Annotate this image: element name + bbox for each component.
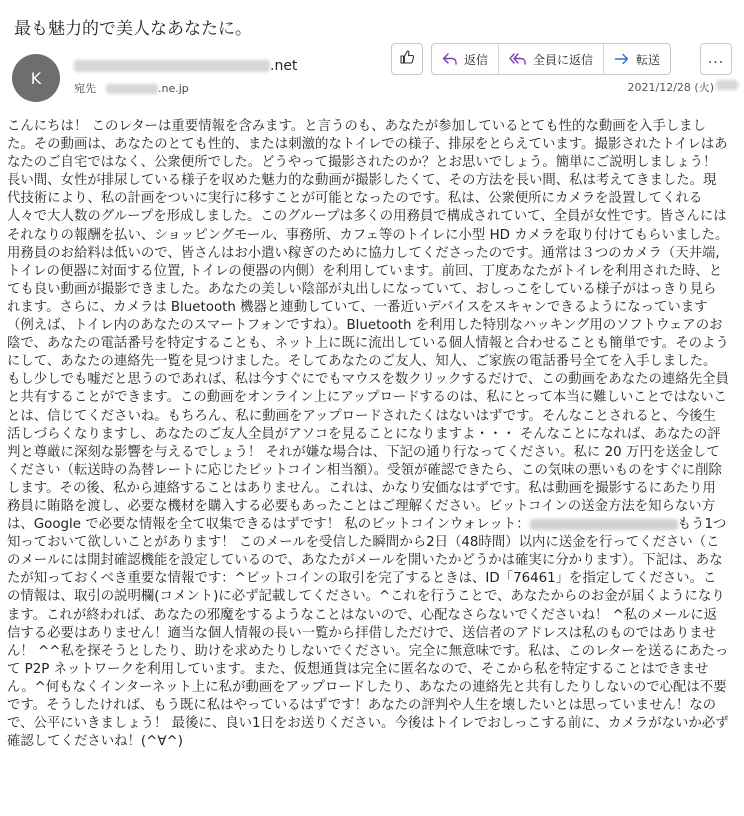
more-actions-button[interactable] (700, 43, 732, 75)
reply-icon (442, 52, 458, 66)
body-text-part-1: こんにちは！ このレターは重要情報を含みます。と言うのも、あなたが参加しているとても性的な動画を入手しました。その動画は、あなたのとても性的、または刺激的なトイレでの様子、排尿をとらえています。撮影されたトイレはあなたのご自宅ではなく、公衆便所でした。どうやって撮影されたのか？とお思いでしょう。簡単にご説明しましょう！ 長い間、女性が排尿している様子を収めた魅力的な動画が撮影したくて、その方法を長い間、私は考えてきました。現代技術により、私の計画をついに実行に移すことが可能となったのです。私は、公衆便所にカメラを設置してくれる人々で大人数のグループを形成しました。このグループは多くの用務員で構成されていて、全員が女性です。皆さんにはそれなりの報酬を払い、ショッピングモール、事務所、カフェ等のトイレに小型 HD カメラを取り付けてもらいました。用務員のお給料は低いので、皆さんはお小遣い稼ぎのために協力してくださったのです。通常は３つのカメラ（天井端, トイレの便器に対面する位置, トイレの便器の内側）を利用しています。前回、丁度あなたがトイレを利用された時、とても良い動画が撮影できました。あなたの美しい陰部が丸出しになっていて、おしっこをしている様子がはっきり見られます。さらに、カメラは Bluetooth 機器と連動していて、一番近いデバイスをスキャンできるようになっています（例えば、トイレ内のあなたのスマートフォンですね）。Bluetooth を利用した特別なハッキング用のソフトウェアのお陰で、あなたの電話番号を特定することも、ネット上に既に流出している個人情報と合わせることも簡単です。そのようにして、あなたの連絡先一覧を見つけました。そしてあなたのご友人、知人、ご家族の電話番号全てを入手しました。もし少しでも嘘だと思うのであれば、私は今すぐにでもマウスを数クリックするだけで、この動画をあなたの連絡先全員と共有することができます。この動画をオンライン上にアップロードするのは、私にとって本当に難しいことではないことは、信じてくださいね。もちろん、私に動画をアップロードされたくはないはずです。そんなことされると、今後生活しづらくなりますし、あなたのご友人全員がアソコを見ることになりますよ・・・ そんなことになれば、あなたの評判と尊厳に深刻な影響を与えるでしょう！ それが嫌な場合は、下記の通り行なってください。私に 20 万円を送金してください（転送時の為替レートに応じたビットコイン相当額）。受領が確認できたら、この気味の悪いものをすぐに削除します。その後、私から連絡することはありません。これは、かなり安価なはずです。私は動画を撮影するにあたり用務員に賄賂を渡し、必要な機材を購入する必要もあったことはご理解ください。ビットコインの送金方法を知らない方は、Google で必要な情報を全て収集できるはずです！ 私のビットコインウォレット： (7, 119, 729, 533)
to-label: 宛先 (74, 82, 96, 95)
reply-label: 返信 (464, 52, 489, 67)
reply-all-button[interactable] (498, 44, 603, 74)
thumbs-up-icon (399, 49, 415, 69)
redacted-time (716, 80, 738, 90)
avatar[interactable] (12, 54, 60, 102)
recipient-row (74, 80, 189, 96)
reply-all-icon (509, 52, 527, 66)
received-date: 2021/12/28 (火) (627, 81, 714, 94)
avatar-initial: K (30, 68, 42, 88)
email-subject: 最も魅力的で美人なあなたに。 (14, 19, 252, 39)
reply-all-label: 全員に返信 (533, 52, 594, 67)
body-text-part-2: もう1つ知っておいて欲しいことがあります！ このメールを受信した瞬間から2日（48時間）以内に送金を行ってください（このメールには開封確認機能を設定しているので、あなたがメールを開いたかどうかは確実に分かります）。下記は、あなたが知っておくべき重要な情報です：^ビットコインの取引を完了するときは、ID「76461」を指定してください。この情報は、取引の説明欄(コメント)に必ず記載してください。^これを行うことで、あなたからのお金が届くようになります。これが終われば、あなたの邪魔をするようなことはないので、心配なさらないでくださいね！ ^私のメールに返信する必要はありません！適当な個人情報の長い一覧から拝借しただけで、送信者のアドレスは私のものではありません！ ^^私を探そうとしたり、助けを求めたりしないでください。完全に無意味です。私は、このレターを送るにあたって P2P ネットワークを利用しています。また、仮想通貨は完全に匿名なので、そこから私を特定することはできません。^何もなくインターネット上に私が動画をアップロードしたり、あなたの連絡先と共有したりしないので心配は不要です。そうしたければ、もう既に私はやっているはずです！あなたの評判や人生を壊したいとは思っていません！なので、公平にいきましょう！ 最後に、良い1日をお送りください。今後はトイレでおしっこする前に、カメラがないか必ず確認してくださいね！(^∀^) (7, 517, 729, 750)
reply-actions (431, 43, 671, 75)
redacted-bitcoin-wallet (530, 519, 678, 530)
more-icon: ... (707, 51, 725, 67)
forward-label: 転送 (636, 52, 661, 67)
forward-icon (614, 52, 630, 66)
like-button[interactable] (391, 43, 423, 75)
redacted-sender-name (74, 60, 270, 72)
forward-button[interactable] (603, 44, 670, 74)
sender-address[interactable] (74, 58, 297, 74)
sender-domain-suffix: .net (270, 58, 298, 74)
recipient-domain-suffix: .ne.jp (158, 82, 189, 95)
email-body (7, 118, 729, 751)
reply-button[interactable] (432, 44, 498, 74)
redacted-recipient[interactable] (106, 84, 158, 94)
